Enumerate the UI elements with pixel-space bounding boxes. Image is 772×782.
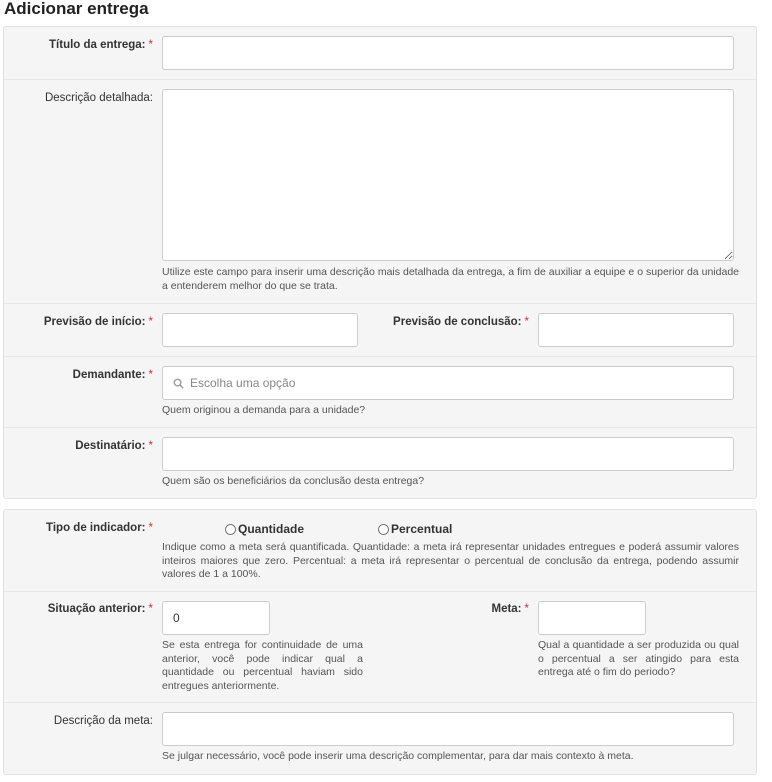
descricao-textarea[interactable] <box>162 89 734 261</box>
meta-panel <box>3 509 757 775</box>
descricao-help: Utilize este campo para inserir uma descrição mais detalhada da entrega, a fim de auxiliar a equipe e o superior da unidade a entenderem melhor do que se trata. <box>162 266 739 292</box>
titulo-input[interactable] <box>162 36 734 70</box>
divider <box>4 79 756 80</box>
meta-help: Qual a quantidade a ser produzida ou qual o percentual a ser atingido para esta entrega até o fim do periodo? <box>538 639 739 678</box>
descricao-meta-label <box>54 715 153 727</box>
entrega-panel <box>3 26 757 499</box>
titulo-label <box>49 39 153 51</box>
previsao-conclusao-label-text: Previsão de conclusão: <box>393 316 522 328</box>
radio-percentual[interactable] <box>378 522 452 536</box>
required-mark: * <box>148 369 153 381</box>
descricao-label <box>45 92 153 104</box>
tipo-indicador-label-text: Tipo de indicador: <box>46 522 146 534</box>
radio-percentual-label: Percentual <box>391 522 453 536</box>
previsao-inicio-input[interactable] <box>162 313 358 347</box>
descricao-meta-input[interactable] <box>162 712 734 746</box>
descricao-meta-help: Se julgar necessário, você pode inserir uma descrição complementar, para dar mais contexto à meta. <box>162 750 634 762</box>
demandante-placeholder: Escolha uma opção <box>190 376 296 390</box>
destinatario-input[interactable] <box>162 437 734 471</box>
situacao-anterior-label <box>48 603 153 615</box>
required-mark: * <box>148 603 153 615</box>
previsao-conclusao-input[interactable] <box>538 313 734 347</box>
tipo-indicador-label <box>46 522 153 534</box>
search-icon <box>173 378 184 389</box>
radio-percentual-circle[interactable] <box>378 524 389 535</box>
demandante-help: Quem originou a demanda para a unidade? <box>162 404 366 416</box>
divider <box>4 591 756 592</box>
demandante-label <box>73 369 153 381</box>
tipo-indicador-help: Indique como a meta será quantificada. Quantidade: a meta irá representar unidades entregues e poderá assumir valores inteiros maiores que zero. Percentual: a meta irá representar o percentual de conclusão da entrega, podendo assumir valores de 1 a 100%. <box>162 541 739 580</box>
meta-label-text: Meta: <box>491 603 522 615</box>
required-mark: * <box>148 522 153 534</box>
radio-quantidade-circle[interactable] <box>225 524 236 535</box>
divider <box>4 356 756 357</box>
divider <box>4 702 756 703</box>
situacao-anterior-input[interactable] <box>162 601 270 635</box>
destinatario-help: Quem são os beneficiários da conclusão desta entrega? <box>162 475 425 487</box>
required-mark: * <box>148 440 153 452</box>
radio-quantidade-label: Quantidade <box>238 522 305 536</box>
required-mark: * <box>148 39 153 51</box>
situacao-anterior-label-text: Situação anterior: <box>47 603 146 615</box>
meta-input[interactable] <box>538 601 646 635</box>
required-mark: * <box>148 316 153 328</box>
demandante-select[interactable] <box>162 366 734 400</box>
situacao-anterior-help: Se esta entrega for continuidade de uma anterior, você pode indicar qual a quantidade ou percentual haviam sido entregues anteriormente. <box>162 639 363 692</box>
descricao-meta-label-text: Descrição da meta: <box>53 715 153 727</box>
descricao-label-text: Descrição detalhada: <box>44 92 153 104</box>
destinatario-label <box>75 440 153 452</box>
page-title: Adicionar entrega <box>4 0 149 18</box>
required-mark: * <box>524 316 529 328</box>
meta-label <box>491 603 529 615</box>
radio-quantidade[interactable] <box>225 522 304 536</box>
divider <box>4 303 756 304</box>
demandante-label-text: Demandante: <box>72 369 146 381</box>
required-mark: * <box>524 603 529 615</box>
titulo-label-text: Título da entrega: <box>49 39 146 51</box>
previsao-conclusao-label <box>393 316 529 328</box>
divider <box>4 427 756 428</box>
previsao-inicio-label <box>44 316 153 328</box>
previsao-inicio-label-text: Previsão de início: <box>43 316 146 328</box>
destinatario-label-text: Destinatário: <box>75 440 146 452</box>
